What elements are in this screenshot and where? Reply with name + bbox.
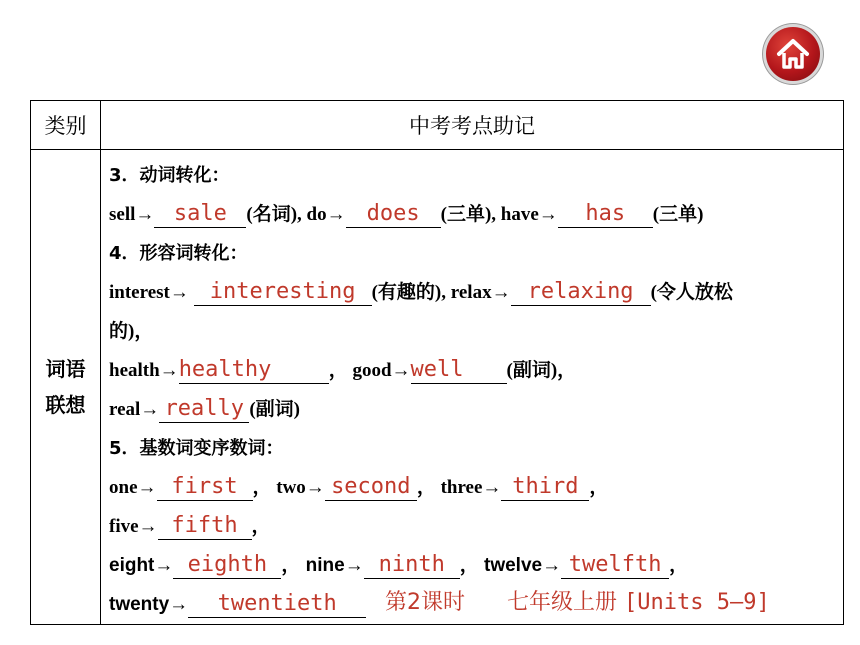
text: (有趣的), relax→ [371,282,511,303]
text: ， three→ [416,477,502,498]
book-label: 七年级上册 [507,590,618,615]
answer-blank: well [411,357,507,384]
home-button[interactable] [766,27,820,81]
text: (副词)， [506,360,577,381]
text: (名词), do→ [246,204,346,225]
header-category: 类别 [31,101,101,150]
line-ordinals-1 [109,468,843,507]
answer-blank: twelfth [561,552,669,579]
section-5-title: 5．基数词变序数词： [109,438,284,459]
content-cell [101,150,844,625]
text: interest→ [109,282,194,303]
answer-blank: first [157,474,253,501]
text: (令人放松 [650,282,733,303]
text: five→ [109,516,158,537]
category-label-line1: 词语 [45,357,86,381]
line-health-good [109,351,843,390]
answer-blank: healthy [179,357,329,384]
text: ， twelve→ [459,555,562,576]
answer-blank: second [325,474,417,501]
text: ， two→ [252,477,325,498]
answer-blank: interesting [194,279,372,306]
text: (副词) [249,399,300,420]
text: 的)， [109,321,154,342]
category-cell [31,150,101,625]
text: ， good→ [328,360,411,381]
text: health→ [109,360,179,381]
section-4-title: 4．形容词转化： [109,243,248,264]
line-ordinals-3 [109,546,843,585]
text: (三单) [652,204,704,225]
section-3-title: 3．动词转化： [109,165,230,186]
text: twenty→ [109,594,189,615]
knowledge-table [30,100,844,625]
answer-blank: sale [154,201,246,228]
line-verb-conversion [109,195,843,234]
answer-blank: has [558,201,653,228]
answer-blank: fifth [158,513,252,540]
category-label-line2: 联想 [45,393,86,417]
line-ordinals-2 [109,507,843,546]
table-row [31,150,844,625]
answer-blank: eighth [173,552,281,579]
answer-blank: relaxing [511,279,651,306]
line-continuation [109,312,843,351]
answer-blank: ninth [364,552,460,579]
answer-blank: really [159,396,249,423]
text: ， [669,555,689,576]
answer-blank: does [346,201,441,228]
header-content: 中考考点助记 [101,101,844,150]
text: one→ [109,477,157,498]
home-icon [775,36,811,72]
text: ， nine→ [281,555,364,576]
table-header-row [31,101,844,150]
text: real→ [109,399,160,420]
text: sell→ [109,204,155,225]
lesson-label: 第2课时 [385,590,465,615]
text: (三单), have→ [440,204,558,225]
line-adjective-conversion [109,273,843,312]
line-real [109,390,843,429]
text: ， [251,516,271,537]
answer-blank: twentieth [188,591,366,618]
answer-blank: third [501,474,589,501]
lesson-footer [385,585,770,616]
text: eight→ [109,555,174,576]
units-label: [Units 5—9] [624,590,770,615]
text: ， [589,477,609,498]
